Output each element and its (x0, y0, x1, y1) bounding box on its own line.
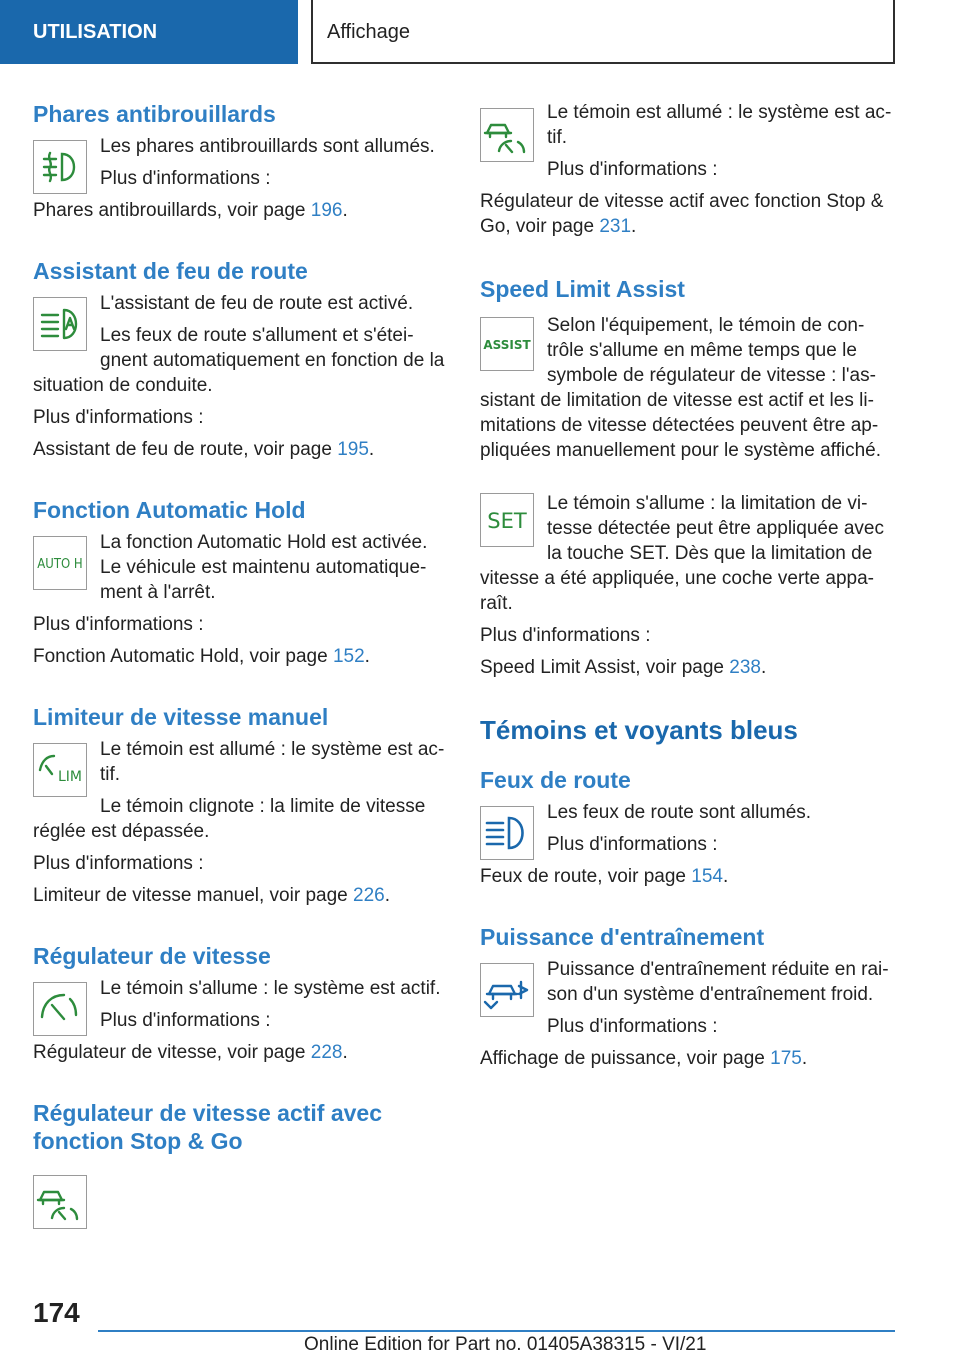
paragraph: Plus d'informations : (547, 159, 718, 180)
section-title: Speed Limit Assist (480, 276, 685, 302)
active-cruise-control-icon (480, 108, 534, 162)
paragraph: Le témoin clignote : la limite de vitesse réglée est dépassée. (33, 796, 426, 842)
acc-continued (480, 100, 892, 239)
paragraph: Plus d'informations : (100, 168, 271, 189)
reference-text: Régulateur de vitesse, voir page (33, 1042, 311, 1063)
reference (480, 1046, 892, 1071)
icon-text: AUTO H (37, 557, 83, 572)
paragraph: Selon l'équipement, le témoin de contrôle s'allume en même temps que le symbole de régulateur de vitesse : l'assistant de limitation de vitesse est actif et les limitations de vitesse détectées peuvent être appliquées manuellement pour le système affiché. (480, 315, 881, 461)
page-link[interactable]: 226 (353, 885, 385, 906)
reference-text: Phares antibrouillards, voir page (33, 200, 311, 221)
paragraph: Plus d'informations : (547, 834, 718, 855)
paragraph: Le témoin est allumé : le système est actif. (100, 739, 445, 785)
paragraph: Le témoin s'allume : le système est actif. (100, 978, 441, 999)
reference (33, 198, 445, 223)
page-number: 174 (33, 1297, 80, 1328)
cruise-control-icon (33, 982, 87, 1036)
reference (480, 655, 892, 680)
paragraph: Plus d'informations : (33, 614, 204, 635)
page-link[interactable]: 228 (310, 1042, 343, 1063)
active-cruise-control-icon (33, 1175, 87, 1229)
reference-text: Fonction Automatic Hold, voir page (33, 646, 333, 667)
icon-text: LIM (57, 769, 83, 785)
reference-text: Speed Limit Assist, voir page (480, 657, 730, 678)
page-link[interactable]: 154 (691, 866, 723, 887)
reference-text: Affichage de puissance, voir page (480, 1048, 771, 1069)
section-title: Puissance d'entraînement (480, 924, 765, 950)
paragraph: Plus d'informations : (33, 407, 204, 428)
chapter-heading: Témoins et voyants bleus (480, 715, 798, 745)
icon-text: SET (487, 509, 527, 533)
section-active-cruise-control (33, 1099, 445, 1233)
section-automatic-hold (33, 496, 445, 669)
page-link[interactable]: 175 (770, 1048, 802, 1069)
page-link[interactable]: 196 (310, 200, 343, 221)
paragraph: Les feux de route s'allument et s'éteignent automatiquement en fonction de la situation de conduite. (33, 325, 445, 396)
paragraph: La fonction Automatic Hold est activée. Le véhicule est maintenu automatiquement à l'arrêt. (100, 532, 428, 603)
left-column (33, 100, 445, 1267)
paragraph: L'assistant de feu de route est activé. (100, 293, 414, 314)
section-speed-limiter (33, 703, 445, 908)
section-high-beam (480, 766, 892, 889)
page-link[interactable]: 238 (729, 657, 761, 678)
paragraph: Le témoin est allumé : le système est actif. (547, 102, 892, 148)
page-link[interactable]: 152 (332, 646, 365, 667)
reference (33, 644, 445, 669)
section-title: Feux de route (480, 767, 631, 793)
high-beam-assist-icon (33, 297, 87, 351)
reference-text: Limiteur de vitesse manuel, voir page (33, 885, 353, 906)
section-title: Phares antibrouillards (33, 101, 276, 127)
paragraph: Le témoin s'allume : la limitation de vitesse détectée peut être appliquée avec la touche SET. Dès que la limitation de vitesse a été appliquée, une coche verte apparaît. (480, 493, 884, 614)
reference (33, 437, 445, 462)
reference-end: . (722, 866, 729, 887)
reference-end: . (342, 1042, 348, 1063)
page-link[interactable]: 231 (599, 216, 632, 237)
speed-limiter-icon (33, 743, 87, 797)
section-high-beam-assist (33, 257, 445, 462)
section-drive-power (480, 923, 892, 1071)
reference-end: . (801, 1048, 808, 1069)
paragraph: Plus d'informations : (547, 1016, 718, 1037)
right-column (480, 100, 892, 1105)
reference (33, 883, 445, 908)
section-speed-limit-assist (480, 275, 892, 680)
paragraph: Plus d'informations : (33, 853, 204, 874)
section-title: Régulateur de vitesse (33, 943, 271, 969)
reference-end: . (368, 439, 375, 460)
section-fog-lights (33, 100, 445, 223)
drive-power-icon (480, 963, 534, 1017)
section-title: Fonction Automatic Hold (33, 497, 306, 523)
section-cruise-control (33, 942, 445, 1065)
reference-text: Assistant de feu de route, voir page (33, 439, 338, 460)
page-link[interactable]: 195 (337, 439, 369, 460)
reference-end: . (342, 200, 348, 221)
paragraph: Les feux de route sont allumés. (547, 802, 812, 823)
section-title: Assistant de feu de route (33, 258, 308, 284)
fog-light-icon (33, 140, 87, 194)
section-title: Régulateur de vitesse actif avec fonction Stop & Go (33, 1100, 382, 1154)
reference (480, 864, 892, 889)
paragraph: Plus d'informations : (480, 625, 651, 646)
reference (480, 189, 892, 239)
chapter-tab: UTILISATION (0, 0, 298, 64)
reference-end: . (364, 646, 370, 667)
reference-end: . (631, 216, 637, 237)
reference-text: Régulateur de vitesse actif avec fonction Stop & Go, voir page (480, 191, 884, 237)
reference-text: Feux de route, voir page (480, 866, 692, 887)
section-tab: Affichage (311, 0, 895, 64)
section-title: Limiteur de vitesse manuel (33, 704, 329, 730)
reference-end: . (760, 657, 767, 678)
icon-text: ASSIST (483, 338, 531, 352)
auto-hold-icon (33, 536, 87, 590)
assist-icon (480, 317, 534, 371)
reference (33, 1040, 445, 1065)
set-icon (480, 493, 534, 547)
paragraph: Puissance d'entraînement réduite en raison d'un système d'entraînement froid. (547, 959, 889, 1005)
high-beam-icon (480, 806, 534, 860)
footer-divider (98, 1330, 895, 1332)
paragraph: Les phares antibrouillards sont allumés. (100, 136, 435, 157)
reference-end: . (384, 885, 390, 906)
edition-note: Online Edition for Part no. 01405A38315 - VI/21 (304, 1334, 707, 1355)
paragraph: Plus d'informations : (100, 1010, 271, 1031)
